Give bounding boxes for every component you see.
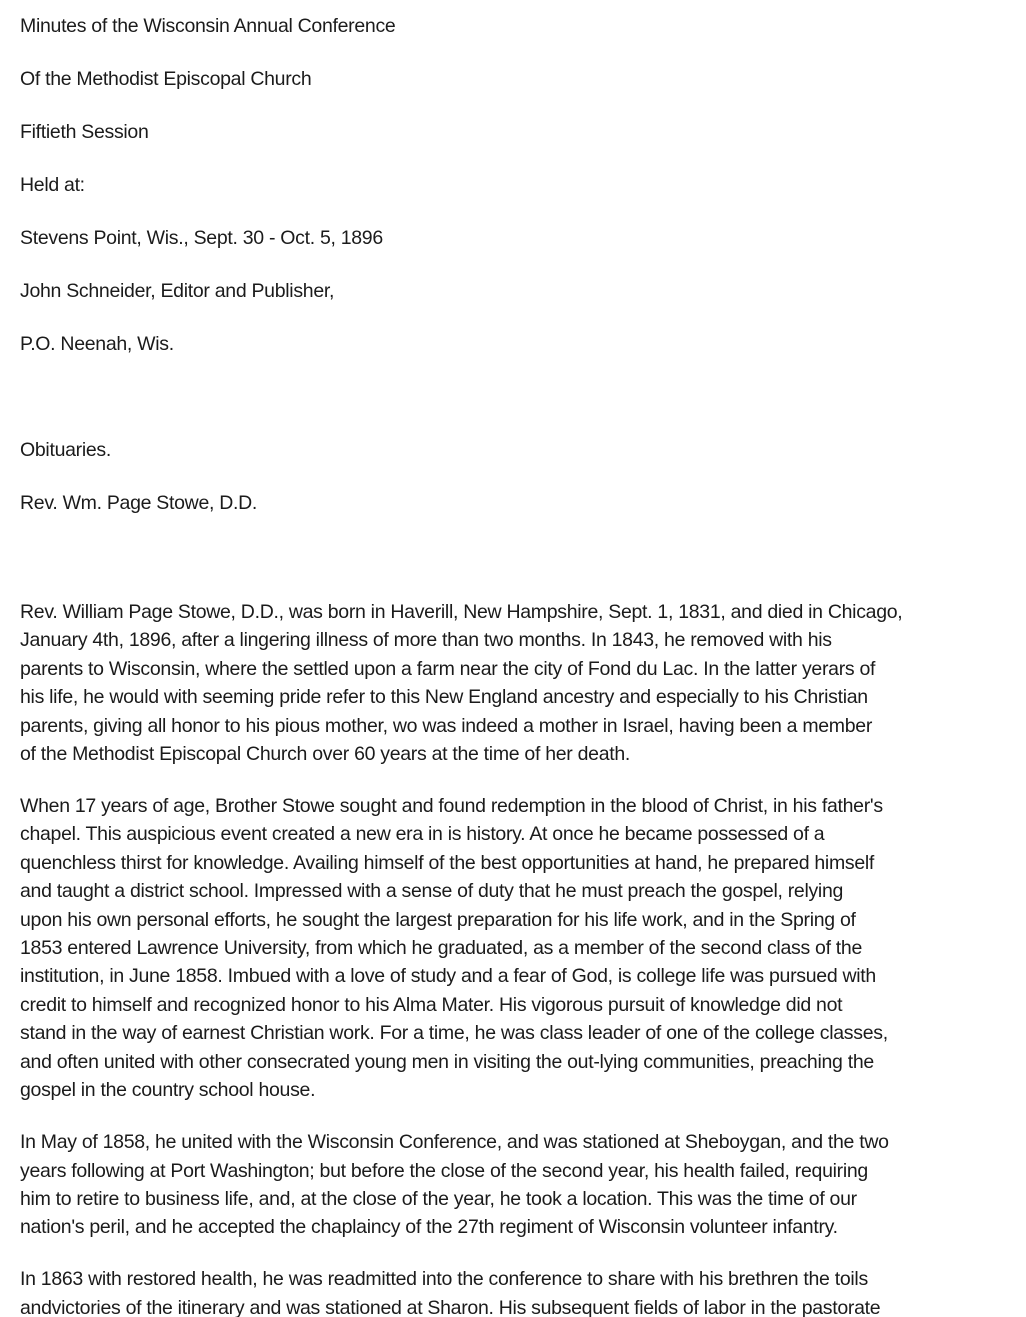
- text-line: January 4th, 1896, after a lingering illness of more than two months. In 1843, he removed with his: [20, 629, 832, 652]
- text-line: and often united with other consecrated young men in visiting the out-lying communities, preaching the: [20, 1050, 874, 1073]
- document-header: [20, 12, 1006, 358]
- obituary-section-heading: [20, 436, 1006, 517]
- text-line: his life, he would with seeming pride refer to this New England ancestry and especially to his Christian: [20, 686, 868, 709]
- header-line-location-date: Stevens Point, Wis., Sept. 30 - Oct. 5, 1896: [20, 227, 383, 249]
- text-line: nation's peril, and he accepted the chaplaincy of the 27th regiment of Wisconsin volunteer infantry.: [20, 1216, 838, 1239]
- text-line: andvictories of the itinerary and was stationed at Sharon. His subsequent fields of labor in the pastorate: [20, 1296, 881, 1317]
- text-line: In May of 1858, he united with the Wisconsin Conference, and was stationed at Sheboygan, and the two: [20, 1131, 889, 1154]
- text-line: In 1863 with restored health, he was readmitted into the conference to share with his brethren the toils: [20, 1268, 868, 1291]
- paragraph-readmission: [20, 1265, 1006, 1317]
- text-line: and taught a district school. Impressed with a sense of duty that he must preach the gospel, relying: [20, 880, 844, 903]
- header-section-gap: [20, 383, 1006, 436]
- text-line: institution, in June 1858. Imbued with a love of study and a fear of God, is college life was pursued with: [20, 965, 876, 988]
- text-line: upon his own personal efforts, he sought the largest preparation for his life work, and in the Spring of: [20, 908, 856, 931]
- text-line: chapel. This auspicious event created a new era in is history. At once he became possessed of a: [20, 823, 825, 846]
- text-line: parents, giving all honor to his pious mother, wo was indeed a mother in Israel, having been a member: [20, 714, 873, 737]
- text-line: credit to himself and recognized honor to his Alma Mater. His vigorous pursuit of knowledge did not: [20, 993, 843, 1016]
- header-line-session: Fiftieth Session: [20, 121, 149, 143]
- text-line: Rev. William Page Stowe, D.D., was born in Haverill, New Hampshire, Sept. 1, 1831, and died in Chicago,: [20, 601, 903, 623]
- header-line-po: P.O. Neenah, Wis.: [20, 333, 174, 355]
- text-line: quenchless thirst for knowledge. Availing himself of the best opportunities at hand, he prepared himself: [20, 851, 875, 874]
- obituary-body: [20, 598, 1006, 1317]
- heading-body-gap: [20, 542, 1006, 598]
- text-line: gospel in the country school house.: [20, 1079, 316, 1102]
- text-line: 1853 entered Lawrence University, from which he graduated, as a member of the second class of the: [20, 937, 863, 960]
- text-line: him to retire to business life, and, at the close of the year, he took a location. This was the time of our: [20, 1187, 857, 1210]
- text-line: stand in the way of earnest Christian work. For a time, he was class leader of one of the college classes,: [20, 1022, 888, 1045]
- text-line: years following at Port Washington; but before the close of the second year, his health failed, requiring: [20, 1159, 868, 1182]
- paragraph-conversion-education: [20, 792, 1006, 1104]
- header-line-organization: Of the Methodist Episcopal Church: [20, 68, 312, 90]
- header-line-editor: John Schneider, Editor and Publisher,: [20, 280, 335, 302]
- header-line-held-at: Held at:: [20, 174, 85, 196]
- header-line-title: Minutes of the Wisconsin Annual Conference: [20, 15, 396, 37]
- section-title: Obituaries.: [20, 439, 111, 461]
- section-subtitle: Rev. Wm. Page Stowe, D.D.: [20, 492, 258, 514]
- text-line: of the Methodist Episcopal Church over 60 years at the time of her death.: [20, 743, 631, 766]
- text-line: parents to Wisconsin, where the settled upon a farm near the city of Fond du Lac. In the latter yerars of: [20, 657, 876, 680]
- paragraph-birth-death: [20, 598, 1006, 768]
- text-line: When 17 years of age, Brother Stowe sought and found redemption in the blood of Christ, in his father's: [20, 795, 883, 818]
- paragraph-conference-chaplaincy: [20, 1128, 1006, 1242]
